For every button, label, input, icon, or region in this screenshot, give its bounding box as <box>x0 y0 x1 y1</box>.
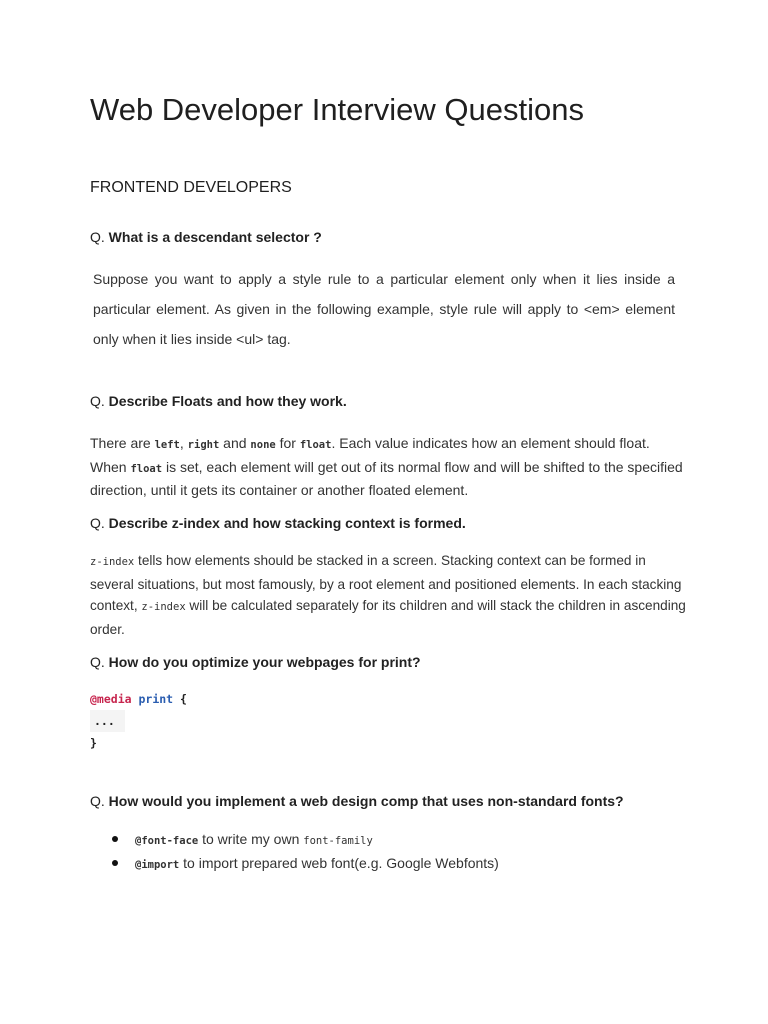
answer-text: . Each value indicates how an element should float. When <box>90 435 650 475</box>
question-print <box>90 654 421 670</box>
bullet-icon <box>112 860 118 866</box>
question-prefix: Q. <box>90 793 105 809</box>
question-prefix: Q. <box>90 393 105 409</box>
answer-text: and <box>219 435 251 451</box>
question-text: What is a descendant selector ? <box>108 229 322 245</box>
inline-code: float <box>299 439 332 451</box>
inline-code: none <box>250 439 276 451</box>
code-line <box>90 732 187 754</box>
answer-descendant-selector: Suppose you want to apply a style rule to a particular element only when it lies inside a particular element. As given in the following example, style rule will apply to <em> element only when it lies inside <ul> tag. <box>93 271 675 347</box>
inline-code: left <box>154 439 180 451</box>
code-line <box>90 710 187 732</box>
question-prefix: Q. <box>90 654 105 670</box>
question-prefix: Q. <box>90 515 105 531</box>
question-descendant-selector <box>90 229 322 245</box>
question-text: Describe Floats and how they work. <box>108 393 347 409</box>
answer-text: for <box>275 435 300 451</box>
code-keyword: print <box>138 692 174 706</box>
list-item-text: to import prepared web font(e.g. Google Webfonts) <box>179 855 499 871</box>
inline-code: right <box>187 439 220 451</box>
code-block-print <box>90 688 187 754</box>
inline-code: @import <box>135 859 180 871</box>
inline-code: font-family <box>303 835 373 847</box>
code-at-rule: @media <box>90 692 132 706</box>
answer-text: , <box>179 435 188 451</box>
code-close-brace: } <box>90 736 97 750</box>
answer-floats <box>90 433 686 502</box>
list-item <box>112 852 499 876</box>
answer-text: There are <box>90 435 155 451</box>
answer-z-index <box>90 550 686 640</box>
answer-text: will be calculated separately for its children and will stack the children in ascending order. <box>90 598 686 637</box>
bullet-icon <box>112 836 118 842</box>
list-item <box>112 828 499 852</box>
list-item-text: to write my own <box>198 831 304 847</box>
inline-code: float <box>130 462 163 475</box>
inline-code: @font-face <box>135 835 199 847</box>
answer-text: tells how elements should be stacked in a screen. Stacking context can be formed in several situations, but most famously, by a root element and positioned elements. In each stacking context, <box>90 553 682 613</box>
code-body: ... <box>90 710 125 732</box>
section-heading: FRONTEND DEVELOPERS <box>90 179 292 196</box>
question-non-standard-fonts <box>90 793 624 809</box>
code-open-brace: { <box>180 692 187 706</box>
question-z-index <box>90 515 466 531</box>
question-text: Describe z-index and how stacking context is formed. <box>108 515 466 531</box>
inline-code: z-index <box>141 601 186 613</box>
answer-text: is set, each element will get out of its normal flow and will be shifted to the specified direction, until it gets its container or another floated element. <box>90 458 683 498</box>
document-title: Web Developer Interview Questions <box>90 92 584 127</box>
question-text: How would you implement a web design comp that uses non-standard fonts? <box>108 793 624 809</box>
fonts-bullet-list <box>112 828 499 876</box>
question-floats <box>90 393 347 409</box>
code-line <box>90 688 187 710</box>
question-text: How do you optimize your webpages for print? <box>108 654 421 670</box>
question-prefix: Q. <box>90 229 105 245</box>
inline-code: z-index <box>90 556 135 568</box>
